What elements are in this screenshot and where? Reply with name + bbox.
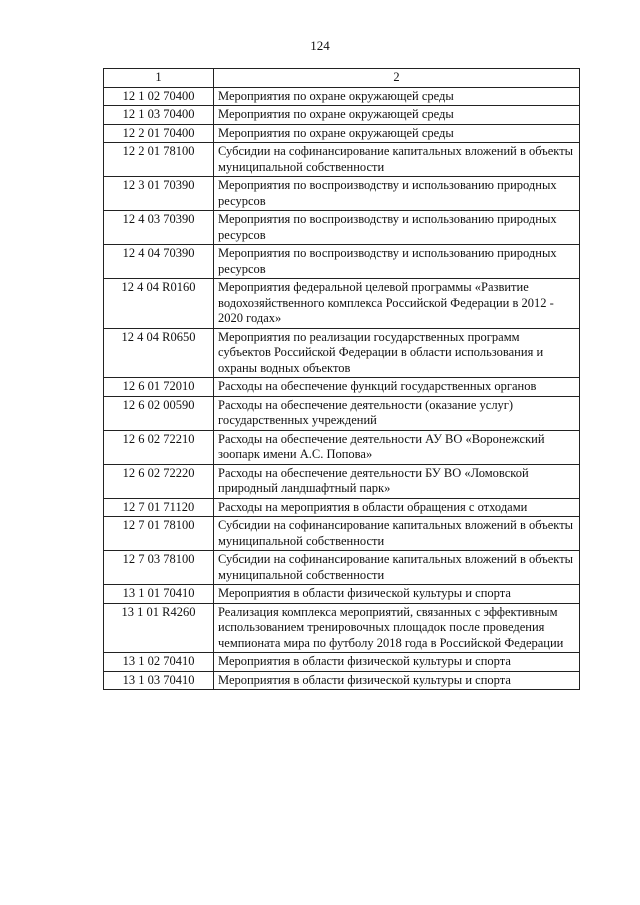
page-number: 124 [310, 38, 330, 53]
row-code: 12 7 01 78100 [104, 517, 214, 551]
row-code: 12 6 01 72010 [104, 378, 214, 397]
row-description: Мероприятия по охране окружающей среды [214, 124, 580, 143]
row-description: Мероприятия федеральной целевой программы «Развитие водохозяйственного комплекса Российской Федерации в 2012 - 2020 годах» [214, 279, 580, 329]
budget-classification-table [103, 68, 580, 690]
row-code: 12 7 01 71120 [104, 498, 214, 517]
table-header-row [104, 69, 580, 88]
column-header-2: 2 [214, 69, 580, 88]
row-description: Расходы на обеспечение деятельности (оказание услуг) государственных учреждений [214, 396, 580, 430]
row-description: Субсидии на софинансирование капитальных вложений в объекты муниципальной собственности [214, 551, 580, 585]
row-description: Субсидии на софинансирование капитальных вложений в объекты муниципальной собственности [214, 517, 580, 551]
table-row [104, 328, 580, 378]
table-row [104, 245, 580, 279]
table-row [104, 87, 580, 106]
table-row [104, 106, 580, 125]
row-description: Мероприятия в области физической культуры и спорта [214, 671, 580, 690]
row-code: 12 6 02 72220 [104, 464, 214, 498]
row-description: Мероприятия по воспроизводству и использованию природных ресурсов [214, 211, 580, 245]
row-description: Расходы на обеспечение деятельности БУ ВО «Ломовской природный ландшафтный парк» [214, 464, 580, 498]
table-row [104, 498, 580, 517]
table-row [104, 671, 580, 690]
table-row [104, 378, 580, 397]
table-row [104, 143, 580, 177]
table-row [104, 585, 580, 604]
table-row [104, 396, 580, 430]
row-code: 12 4 04 70390 [104, 245, 214, 279]
row-description: Мероприятия по воспроизводству и использованию природных ресурсов [214, 245, 580, 279]
row-description: Расходы на обеспечение деятельности АУ ВО «Воронежский зоопарк имени А.С. Попова» [214, 430, 580, 464]
table-row [104, 464, 580, 498]
row-description: Расходы на обеспечение функций государственных органов [214, 378, 580, 397]
row-code: 13 1 01 R4260 [104, 603, 214, 653]
table-row [104, 653, 580, 672]
row-code: 12 6 02 00590 [104, 396, 214, 430]
row-description: Субсидии на софинансирование капитальных вложений в объекты муниципальной собственности [214, 143, 580, 177]
column-header-1: 1 [104, 69, 214, 88]
row-code: 12 4 04 R0650 [104, 328, 214, 378]
row-code: 13 1 03 70410 [104, 671, 214, 690]
table-row [104, 517, 580, 551]
row-description: Мероприятия в области физической культуры и спорта [214, 585, 580, 604]
row-description: Мероприятия по воспроизводству и использованию природных ресурсов [214, 177, 580, 211]
row-description: Мероприятия по охране окружающей среды [214, 87, 580, 106]
table-row [104, 211, 580, 245]
row-code: 12 4 04 R0160 [104, 279, 214, 329]
row-description: Мероприятия по реализации государственных программ субъектов Российской Федерации в области использования и охраны водных объектов [214, 328, 580, 378]
table-row [104, 551, 580, 585]
row-code: 13 1 02 70410 [104, 653, 214, 672]
table-row [104, 279, 580, 329]
table-row [104, 603, 580, 653]
row-description: Расходы на мероприятия в области обращения с отходами [214, 498, 580, 517]
table-row [104, 124, 580, 143]
table-row [104, 177, 580, 211]
row-code: 12 2 01 70400 [104, 124, 214, 143]
row-description: Реализация комплекса мероприятий, связанных с эффективным использованием тренировочных площадок после проведения чемпионата мира по футболу 2018 года в Российской Федерации [214, 603, 580, 653]
row-description: Мероприятия в области физической культуры и спорта [214, 653, 580, 672]
table-row [104, 430, 580, 464]
row-code: 12 3 01 70390 [104, 177, 214, 211]
row-code: 12 1 03 70400 [104, 106, 214, 125]
row-code: 12 6 02 72210 [104, 430, 214, 464]
row-code: 12 7 03 78100 [104, 551, 214, 585]
row-code: 12 2 01 78100 [104, 143, 214, 177]
row-code: 12 4 03 70390 [104, 211, 214, 245]
row-description: Мероприятия по охране окружающей среды [214, 106, 580, 125]
row-code: 12 1 02 70400 [104, 87, 214, 106]
row-code: 13 1 01 70410 [104, 585, 214, 604]
